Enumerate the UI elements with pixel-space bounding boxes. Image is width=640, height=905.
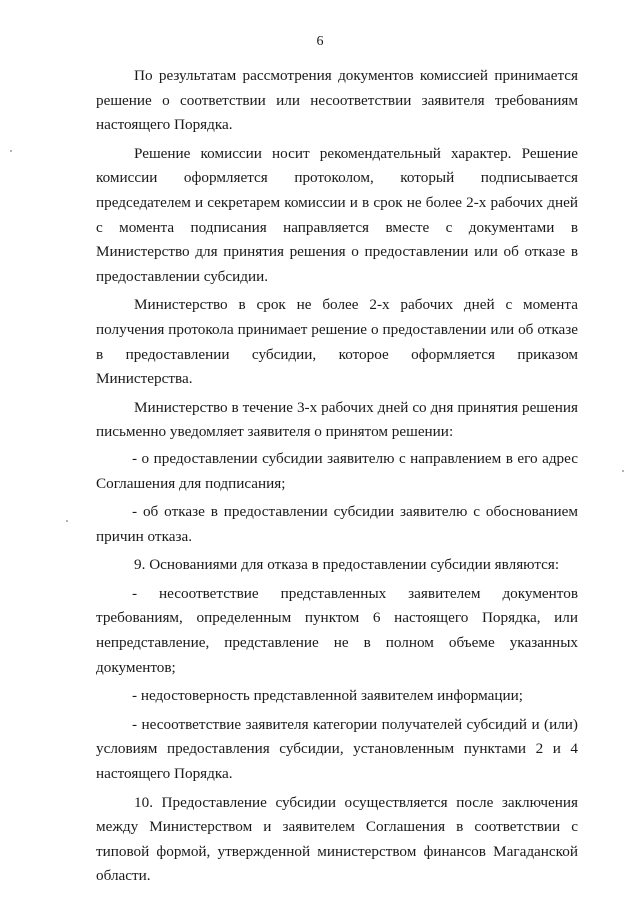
list-item-document-mismatch: - несоответствие представленных заявителем документов требованиям, определенным пунктом 6 настоящего Порядка, или непредставление, представление не в полном объеме указанных документов; [96, 584, 578, 676]
list-item-grant: - о предоставлении субсидии заявителю с направлением в его адрес Соглашения для подписания; [96, 449, 578, 492]
paragraph-section-9-heading: 9. Основаниями для отказа в предоставлении субсидии являются: [134, 556, 560, 574]
scan-speck [66, 520, 68, 522]
paragraph-section-10: 10. Предоставление субсидии осуществляется после заключения между Министерством и заявителем Соглашения в соответствии с типовой формой, утвержденной министерством финансов Магаданской области. [96, 793, 578, 885]
list-item-category-mismatch: - несоответствие заявителя категории получателей субсидий и (или) условиям предоставления субсидии, установленным пунктами 2 и 4 настоящего Порядка. [96, 715, 578, 783]
page-number: 6 [316, 34, 324, 49]
scan-speck [622, 470, 624, 472]
scan-speck [10, 150, 12, 152]
paragraph-ministry-decision: Министерство в срок не более 2-х рабочих дней с момента получения протокола принимает решение о предоставлении или об отказе в предоставлении субсидии, которое оформляется приказом Министерства. [96, 296, 578, 388]
list-item-unreliable-info: - недостоверность представленной заявителем информации; [132, 687, 524, 705]
list-item-refusal: - об отказе в предоставлении субсидии заявителю с обоснованием причин отказа. [96, 503, 578, 545]
paragraph-commission-decision: Решение комиссии носит рекомендательный характер. Решение комиссии оформляется протоколом, который подписывается председателем и секретарем комиссии и в срок не более 2-х рабочих дней с момента подписания направляется вместе с документами в Министерство для принятия решения о предоставлении или об отказе в предоставлении субсидии. [96, 144, 578, 285]
document-body [96, 64, 578, 893]
paragraph-ministry-notification: Министерство в течение 3-х рабочих дней со дня принятия решения письменно уведомляет заявителя о принятом решении: [96, 398, 578, 441]
paragraph-commission-result: По результатам рассмотрения документов комиссией принимается решение о соответствии или несоответствии заявителя требованиям настоящего Порядка. [96, 67, 578, 134]
